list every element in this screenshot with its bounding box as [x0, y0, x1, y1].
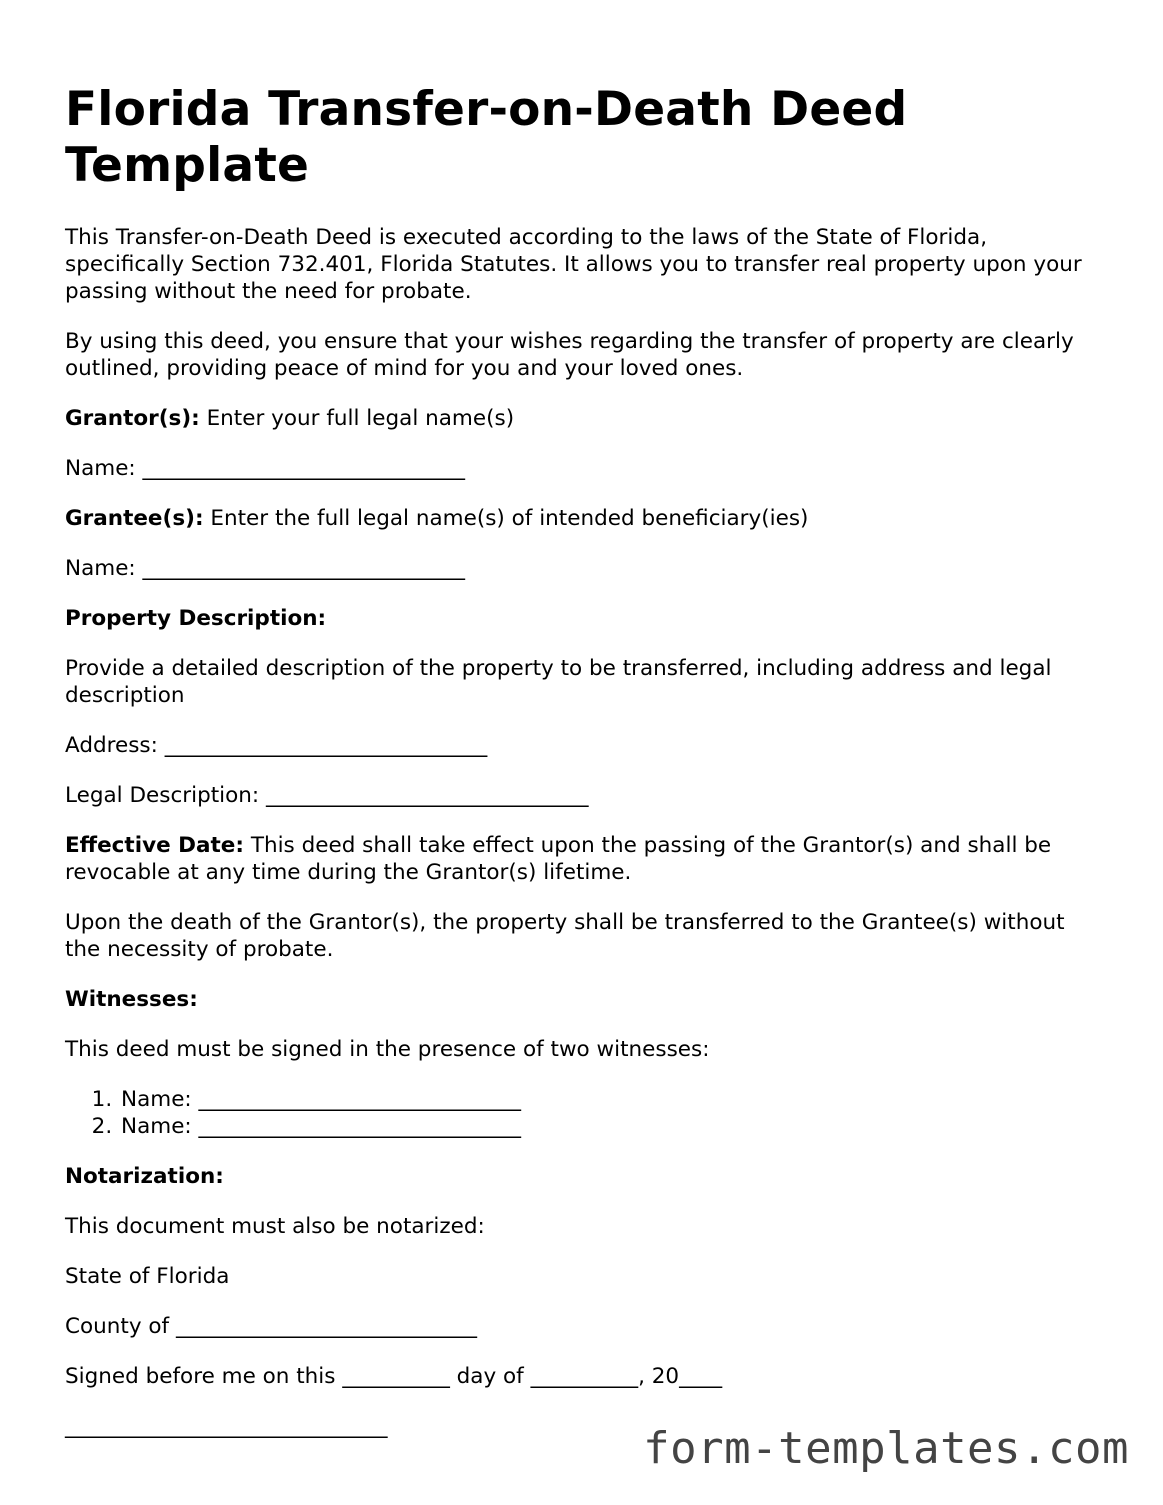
- death-transfer-paragraph: Upon the death of the Grantor(s), the property shall be transferred to the Grantee(s) without the necessity of probate.: [65, 910, 1065, 962]
- witnesses-heading: Witnesses:: [65, 987, 198, 1012]
- grantee-section: [65, 505, 1105, 532]
- notarization-heading: Notarization:: [65, 1164, 224, 1189]
- witness-1-name-field[interactable]: 1. Name: ______________________________: [119, 1086, 1105, 1113]
- intro-paragraph-1: This Transfer-on-Death Deed is executed according to the laws of the State of Florida, specifically Section 732.401, Florida Statutes. It allows you to transfer real property upon your passing without the need for probate.: [65, 225, 1082, 304]
- notary-signed-date-field[interactable]: Signed before me on this __________ day of __________, 20____: [65, 1364, 723, 1389]
- property-instruction: Provide a detailed description of the property to be transferred, including address and legal description: [65, 656, 1052, 708]
- grantor-section: [65, 405, 1105, 432]
- document-title: Florida Transfer-on-Death Deed Template: [65, 82, 908, 193]
- property-legal-description-field[interactable]: Legal Description: ______________________________: [65, 783, 589, 808]
- grantor-instruction: Enter your full legal name(s): [199, 406, 515, 431]
- effective-date-label: Effective Date:: [65, 833, 244, 858]
- grantee-instruction: Enter the full legal name(s) of intended beneficiary(ies): [203, 506, 809, 531]
- document-page: [65, 82, 1105, 1440]
- grantee-name-field[interactable]: Name: ______________________________: [65, 556, 466, 581]
- notary-state: State of Florida: [65, 1264, 230, 1289]
- witness-2-name-field[interactable]: 2. Name: ______________________________: [119, 1113, 1105, 1140]
- effective-date-text: This deed shall take effect upon the passing of the Grantor(s) and shall be revocable at any time during the Grantor(s) lifetime.: [65, 833, 1052, 885]
- grantee-label: Grantee(s):: [65, 506, 204, 531]
- property-heading: Property Description:: [65, 606, 327, 631]
- notary-county-field[interactable]: County of ____________________________: [65, 1314, 477, 1339]
- witness-list: [65, 1086, 1105, 1140]
- intro-paragraph-2: By using this deed, you ensure that your wishes regarding the transfer of property are clearly outlined, providing peace of mind for you and your loved ones.: [65, 329, 1074, 381]
- witnesses-instruction: This deed must be signed in the presence of two witnesses:: [65, 1037, 710, 1062]
- watermark-text: form-templates.com: [643, 1423, 1129, 1474]
- effective-date-section: [65, 832, 1105, 886]
- grantor-label: Grantor(s):: [65, 406, 200, 431]
- notary-signature-line[interactable]: ______________________________: [65, 1414, 388, 1439]
- grantor-name-field[interactable]: Name: ______________________________: [65, 456, 466, 481]
- notarization-instruction: This document must also be notarized:: [65, 1214, 485, 1239]
- property-address-field[interactable]: Address: ______________________________: [65, 733, 488, 758]
